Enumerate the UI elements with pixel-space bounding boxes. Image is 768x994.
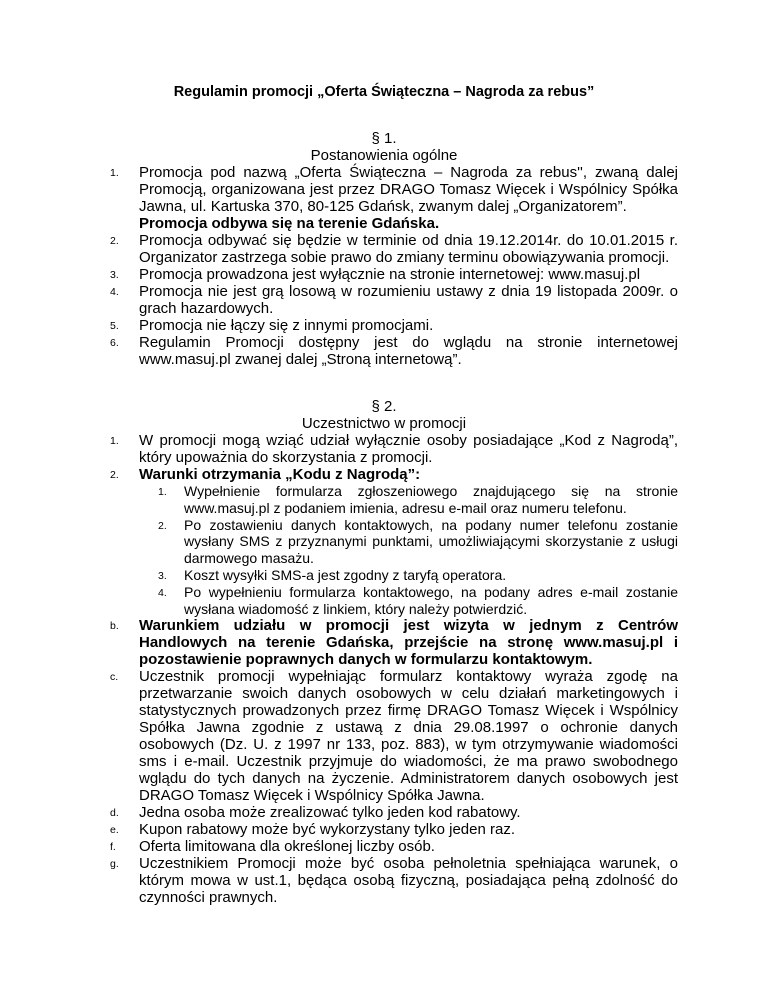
list-marker: g. <box>110 858 119 871</box>
list-item-text: Po wypełnieniu formularza kontaktowego, na podany adres e-mail zostanie wysłana wiadomość z linkiem, który należy potwierdzić. <box>184 583 678 617</box>
sub-list-item <box>0 584 768 618</box>
list-marker: d. <box>110 807 119 820</box>
list-marker: 1. <box>110 435 119 447</box>
list-marker: 2. <box>158 519 167 532</box>
list-item-text: Uczestnik promocji wypełniając formularz kontaktowy wyraża zgodę na przetwarzanie swoich danych osobowych w celu działań marketingowych i statystycznych prowadzonych przez firmę DRAGO Tomasz Więcek i Wspólnicy Spółka Jawna zgodnie z ustawą z dnia 29.08.1997 o ochronie danych osobowych (Dz. U. z 1997 nr 133, poz. 883), w tym otrzymywanie wiadomości sms i e-mail. Uczestnik przyjmuje do wiadomości, że ma prawo swobodnego wglądu do tych danych na życzenie. Administratorem danych osobowych jest DRAGO Tomasz Więcek i Wspólnicy Spółka Jawna. <box>139 668 678 805</box>
list-item-text: Koszt wysyłki SMS-a jest zgodny z taryfą operatora. <box>184 566 507 583</box>
section-1-list <box>0 164 768 368</box>
list-item-text: Warunki otrzymania „Kodu z Nagrodą”: <box>139 466 421 483</box>
list-marker: 2. <box>110 469 119 481</box>
list-marker: 3. <box>158 569 167 582</box>
list-marker: 5. <box>110 320 119 332</box>
list-item <box>0 266 768 283</box>
list-item-text: Po zostawieniu danych kontaktowych, na podany numer telefonu zostanie wysłany SMS z przyznanymi punktami, umożliwiającymi skorzystanie z usługi darmowego masażu. <box>184 516 678 567</box>
list-item-text: Kupon rabatowy może być wykorzystany tylko jeden raz. <box>139 821 516 839</box>
list-item <box>0 283 768 317</box>
list-item <box>0 804 768 821</box>
list-item-text: Promocja odbywać się będzie w terminie od dnia 19.12.2014r. do 10.01.2015 r. Organizator zastrzega sobie prawo do zmiany terminu obowiązywania promocji. <box>139 232 678 266</box>
list-marker: 6. <box>110 337 119 349</box>
sub-list-item <box>0 567 768 584</box>
list-item-text: Promocja pod nazwą „Oferta Świąteczna – Nagroda za rebus'', zwaną dalej Promocją, organizowana jest przez DRAGO Tomasz Więcek i Wspólnicy Spółka Jawna, ul. Kartuska 370, 80-125 Gdańsk, zwanym dalej „Organizatorem”. <box>139 164 678 215</box>
sub-list-item <box>0 517 768 567</box>
list-item <box>0 164 768 232</box>
section-1-number: § 1. <box>371 130 397 147</box>
list-marker: 2. <box>110 235 119 247</box>
list-marker: 4. <box>110 286 119 298</box>
list-item <box>0 668 768 804</box>
list-item <box>0 617 768 668</box>
list-item <box>0 855 768 906</box>
list-marker: 4. <box>158 586 167 599</box>
list-item <box>0 466 768 483</box>
list-item <box>0 821 768 838</box>
list-marker: c. <box>110 671 119 684</box>
section-2-number: § 2. <box>371 398 397 415</box>
list-item-text: Wypełnienie formularza zgłoszeniowego znajdującego się na stronie www.masuj.pl z podaniem imienia, adresu e-mail oraz numeru telefonu. <box>184 483 678 516</box>
list-item-text: W promocji mogą wziąć udział wyłącznie osoby posiadające „Kod z Nagrodą”, który upoważnia do skorzystania z promocji. <box>139 432 678 466</box>
list-item-text: Regulamin Promocji dostępny jest do wglądu na stronie internetowej www.masuj.pl zwanej dalej „Stroną internetową”. <box>139 334 678 368</box>
list-item-text: Promocja prowadzona jest wyłącznie na stronie internetowej: www.masuj.pl <box>139 266 641 283</box>
list-marker: 1. <box>158 486 167 498</box>
section-2-list <box>0 432 768 906</box>
document-title: Regulamin promocji „Oferta Świąteczna – Nagroda za rebus” <box>173 84 595 100</box>
list-item-text: Oferta limitowana dla określonej liczby osób. <box>139 838 435 856</box>
list-item <box>0 432 768 466</box>
list-marker: f. <box>110 841 116 854</box>
list-item <box>0 334 768 368</box>
list-item-text: Promocja nie jest grą losową w rozumieniu ustawy z dnia 19 listopada 2009r. o grach hazardowych. <box>139 283 678 317</box>
list-marker: b. <box>110 620 119 633</box>
list-marker: 1. <box>110 167 119 179</box>
list-item-text: Promocja nie łączy się z innymi promocjami. <box>139 317 434 334</box>
sub-list-item <box>0 483 768 517</box>
list-item-text: Warunkiem udziału w promocji jest wizyta w jednym z Centrów Handlowych na terenie Gdańska, przejście na stronę www.masuj.pl i pozostawienie poprawnych danych w formularzu kontaktowym. <box>139 617 678 669</box>
list-item <box>0 232 768 266</box>
list-marker: e. <box>110 824 119 837</box>
list-item-bold-text: Promocja odbywa się na terenie Gdańska. <box>139 215 440 232</box>
list-item-text: Uczestnikiem Promocji może być osoba pełnoletnia spełniająca warunek, o którym mowa w ust.1, będąca osobą fizyczną, posiadająca pełną zdolność do czynności prawnych. <box>139 855 678 907</box>
list-item-text: Jedna osoba może zrealizować tylko jeden kod rabatowy. <box>139 804 521 822</box>
list-marker: 3. <box>110 269 119 281</box>
section-1-title: Postanowienia ogólne <box>310 147 458 164</box>
list-item <box>0 838 768 855</box>
section-2-title: Uczestnictwo w promocji <box>301 415 467 432</box>
list-item <box>0 317 768 334</box>
